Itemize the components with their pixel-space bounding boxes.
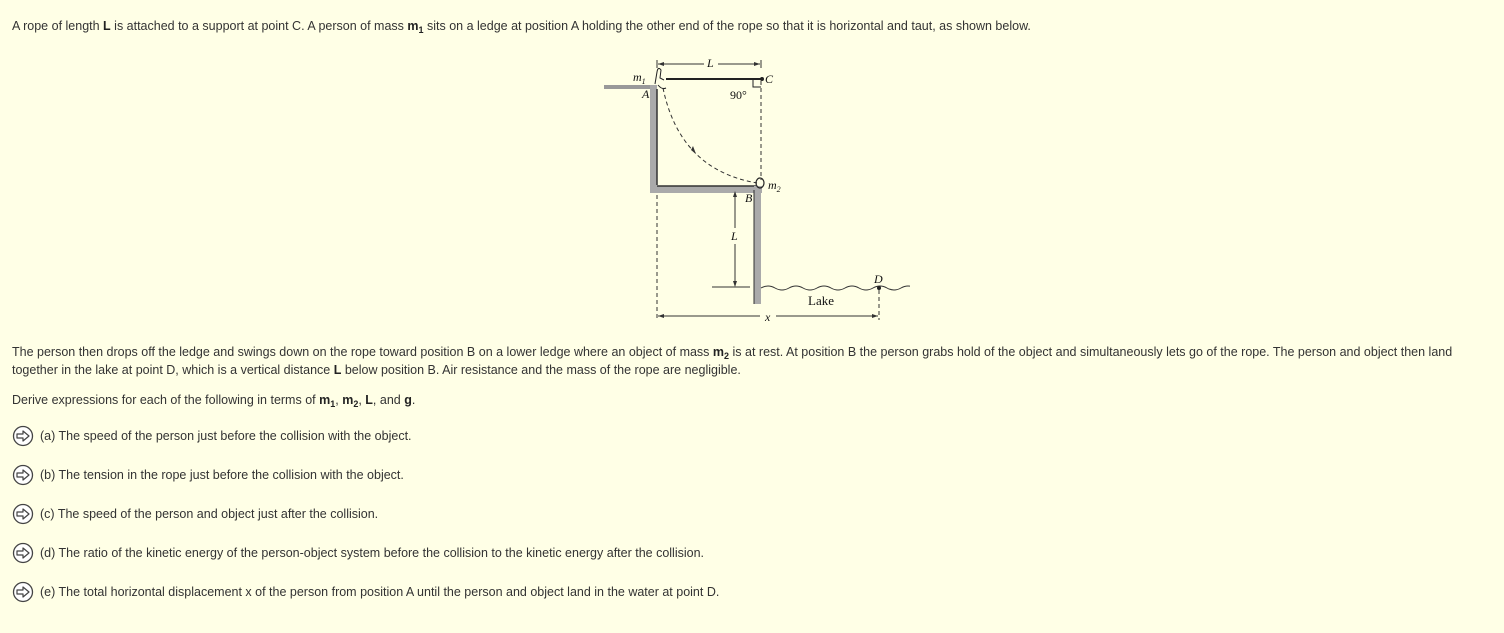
part-c[interactable] [12, 502, 378, 526]
hand-pointer-icon[interactable] [12, 464, 34, 486]
part-e-label: (e) The total horizontal displacement x of the person from position A until the person and object land in the water at point D. [40, 585, 720, 599]
problem-figure [600, 50, 910, 326]
hand-pointer-icon[interactable] [12, 503, 34, 525]
problem-intro: A rope of length L is attached to a support at point C. A person of mass $m_1$ sits on a ledge at position A holding the other end of the rope so that it is horizontal and taut, as shown below. [12, 19, 1031, 35]
label-l-side: L [731, 229, 738, 243]
part-a-label: (a) The speed of the person just before the collision with the object. [40, 429, 412, 443]
label-angle: 90° [730, 88, 747, 102]
label-lake: Lake [808, 293, 834, 308]
label-c: C [765, 72, 774, 86]
hand-pointer-icon[interactable] [12, 542, 34, 564]
part-d[interactable] [12, 541, 704, 565]
part-a[interactable] [12, 424, 412, 448]
hand-pointer-icon[interactable] [12, 581, 34, 603]
hand-pointer-icon[interactable] [12, 425, 34, 447]
part-b-label: (b) The tension in the rope just before the collision with the object. [40, 468, 404, 482]
part-e[interactable] [12, 580, 719, 604]
label-x: x [765, 310, 771, 324]
label-a: A [642, 87, 650, 101]
problem-body: The person then drops off the ledge and swings down on the rope toward position B on a lower ledge where an object of mass $m_2$ is at rest. At position B the person grabs hold of the object and simultaneously lets go of the rope. The person and object then land together in the lake at point D, which is a vertical distance L below position B. Air resistance and the mass of the rope are negligible. [12, 345, 1453, 377]
label-l-top: L [707, 56, 714, 70]
label-m1: $m_1$ [633, 70, 646, 86]
label-m2: $m_2$ [768, 178, 781, 194]
part-b[interactable] [12, 463, 404, 487]
part-c-label: (c) The speed of the person and object just after the collision. [40, 507, 379, 521]
part-d-label: (d) The ratio of the kinetic energy of the person-object system before the collision to the kinetic energy after the collision. [40, 546, 705, 560]
label-b: B [745, 191, 753, 205]
derive-instructions: Derive expressions for each of the following in terms of $m_1$, $m_2$, L, and g. [12, 393, 416, 409]
label-d: D [874, 272, 883, 286]
